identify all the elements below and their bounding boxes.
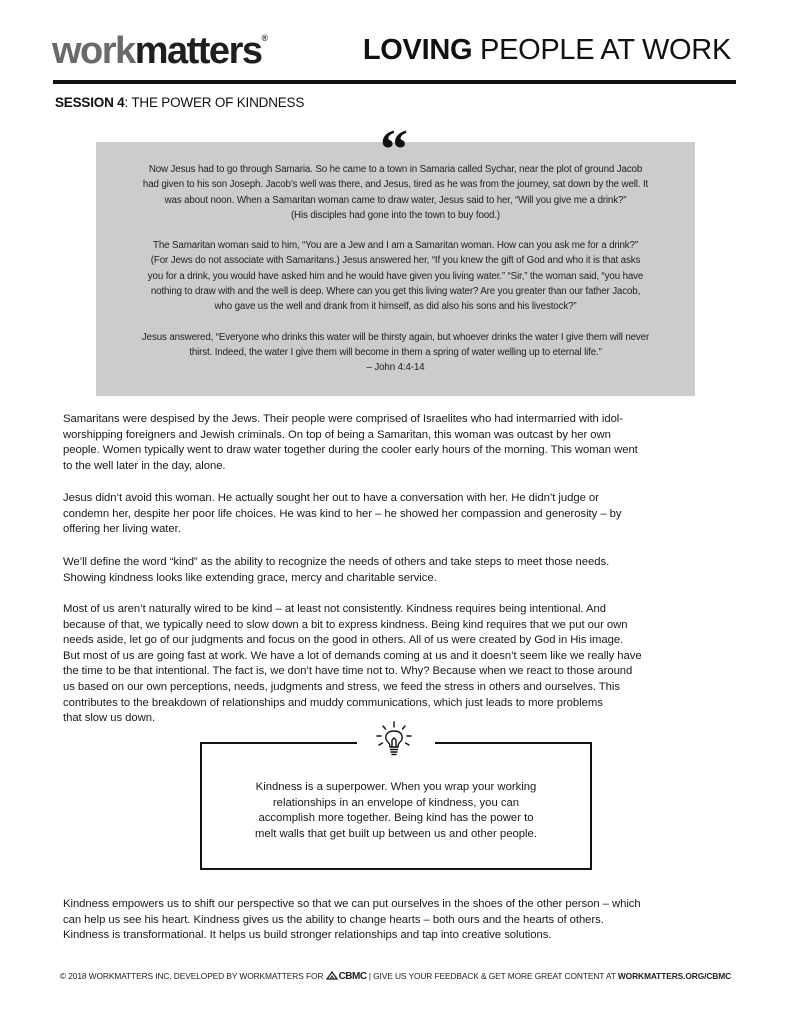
body-paragraph (63, 555, 733, 586)
callout-line: melt walls that get built up between us and other people. (255, 827, 537, 840)
footer-copyright: © 2018 WORKMATTERS INC. DEVELOPED BY WORKMATTERS FOR (59, 971, 324, 981)
scripture-line: nothing to draw with and the well is deep. Where can you get this living water? Are you greater than our father Jacob, (150, 286, 641, 298)
body-line: to the well later in the day, alone. (63, 459, 226, 472)
body-line: Kindness empowers us to shift our perspective so that we can put ourselves in the shoes of the other person – which (63, 898, 641, 910)
footer-feedback: | GIVE US YOUR FEEDBACK & GET MORE GREAT CONTENT AT (366, 971, 618, 981)
session-label: SESSION 4 (55, 95, 125, 110)
body-line: Showing kindness looks like extending grace, mercy and charitable service. (63, 571, 437, 584)
scripture-paragraph (110, 238, 681, 314)
header-rule (53, 80, 736, 84)
scripture-line: Now Jesus had to go through Samaria. So he came to a town in Samaria called Sychar, near the plot of ground Jacob (148, 164, 643, 175)
body-line: Jesus didn’t avoid this woman. He actually sought her out to have a conversation with her. He didn’t judge or (63, 492, 599, 504)
scripture-reference: – John 4:4-14 (366, 362, 425, 374)
body-line: contributes to the breakdown of relationships and muddy communications, which just leads to more problems (63, 696, 603, 709)
body-line: the time to be that intentional. The fact is, we don’t have time not to. Why? Because when we react to those around (63, 665, 633, 678)
body-paragraph (63, 897, 733, 944)
scripture-line: The Samaritan woman said to him, “You are a Jew and I am a Samaritan woman. How can you ask me for a drink?” (153, 240, 638, 252)
title-rest: PEOPLE AT WORK (472, 34, 731, 66)
session-title: : THE POWER OF KINDNESS (124, 95, 305, 110)
body-line: that slow us down. (63, 712, 156, 725)
scripture-line: who gave us the well and drank from it himself, as did also his sons and his livestock?” (214, 301, 577, 313)
body-line: condemn her, despite her poor life choices. He was kind to her – he showed her compassion and generosity – by (63, 507, 622, 520)
scripture-line: (For Jews do not associate with Samaritans.) Jesus answered her, “If you knew the gift of God and who it is that asks (150, 255, 641, 267)
body-line: worshipping foreigners and Jewish criminals. On top of being a Samaritan, this woman was outcast by her own (63, 428, 611, 441)
title-strong: LOVING (362, 34, 473, 66)
scripture-paragraph (110, 330, 681, 376)
scripture-line: (His disciples had gone into the town to buy food.) (290, 209, 501, 221)
page-title (363, 36, 731, 65)
body-line: us based on our own perceptions, needs, judgments and stress, we feed the stress in others and ourselves. This (63, 680, 620, 693)
page-footer (0, 971, 791, 982)
body-line: offering her living water. (63, 523, 181, 536)
callout-text (230, 780, 562, 842)
session-heading (55, 95, 304, 110)
body-paragraph (63, 491, 733, 538)
callout-line: Kindness is a superpower. When you wrap your working (255, 781, 537, 793)
body-line: Samaritans were despised by the Jews. Their people were comprised of Israelites who had intermarried with idol- (63, 413, 623, 425)
scripture-line: had given to his son Joseph. Jacob’s well was there, and Jesus, tired as he was from the journey, sat down by the well. It (142, 179, 649, 191)
cbmc-logo: CBMC (338, 971, 367, 982)
lightbulb-icon (374, 720, 414, 760)
body-line: We’ll define the word “kind” as the ability to recognize the needs of others and take steps to meet those needs. (63, 556, 610, 568)
callout-line: relationships in an envelope of kindness, you can (272, 796, 520, 809)
footer-url-link[interactable]: WORKMATTERS.ORG/CBMC (617, 971, 732, 981)
body-paragraph (63, 602, 733, 727)
workmatters-logo (52, 32, 268, 70)
quote-mark-icon: “ (380, 119, 408, 181)
scripture-line: Jesus answered, “Everyone who drinks this water will be thirsty again, but whoever drinks the water I give them will never (141, 331, 650, 343)
scripture-line: was about noon. When a Samaritan woman came to draw water, Jesus said to her, “Will you give me a drink?” (164, 194, 627, 206)
registered-mark: ® (261, 33, 269, 43)
body-line: Most of us aren’t naturally wired to be kind – at least not consistently. Kindness requires being intentional. And (63, 603, 606, 615)
body-paragraph (63, 412, 733, 474)
logo-work: work (52, 30, 135, 72)
body-line: But most of us are going fast at work. We have a lot of demands coming at us and it doesn’t seem like we really have (63, 649, 642, 662)
callout-line: accomplish more together. Being kind has the power to (258, 812, 534, 825)
body-line: because of that, we typically need to slow down a bit to express kindness. Being kind requires that we put our own (63, 618, 628, 631)
scripture-line: thirst. Indeed, the water I give them will become in them a spring of water welling up to eternal life.” (189, 346, 602, 358)
scripture-line: you for a drink, you would have asked him and he would have given you living water.” “Sir,” the woman said, “you have (147, 270, 644, 282)
body-line: Kindness is transformational. It helps us build stronger relationships and tap into creative solutions. (63, 929, 552, 942)
cbmc-logo-icon (326, 971, 338, 980)
body-line: people. Women typically went to draw water together during the cooler early hours of the morning. This woman went (63, 444, 638, 457)
body-line: can help us see his heart. Kindness gives us the ability to change hearts – both ours and the hearts of others. (63, 913, 604, 926)
logo-matters: matters (134, 30, 262, 72)
body-line: needs aside, let go of our judgments and focus on the good in others. All of us were created by God in His image. (63, 634, 624, 647)
